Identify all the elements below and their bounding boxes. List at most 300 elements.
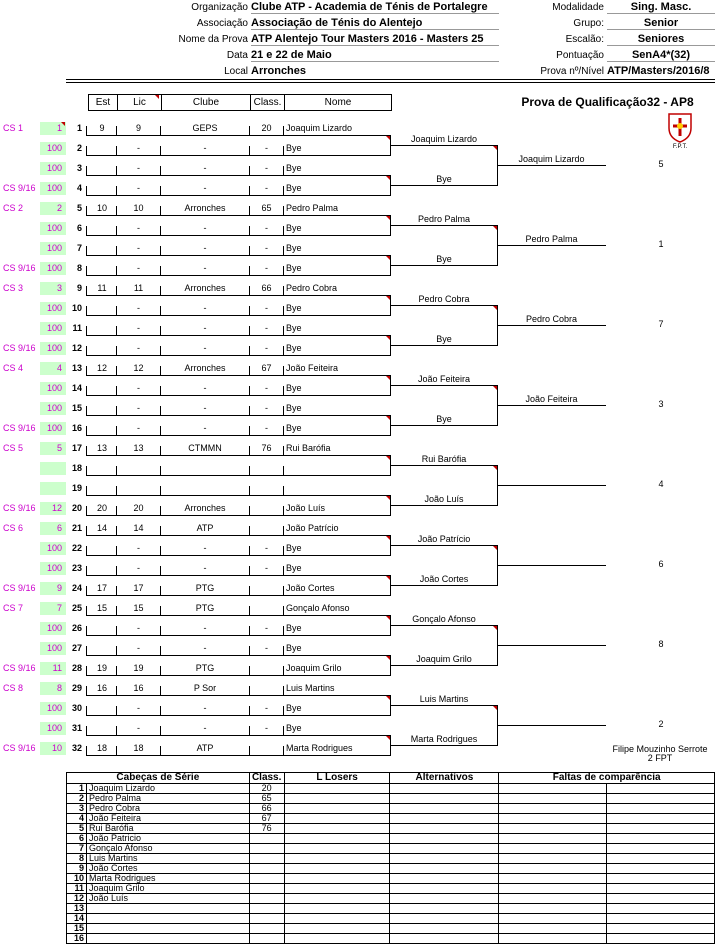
row-line [86,315,390,316]
club-value: Arronches [184,363,226,373]
player-name: João Luís [286,503,326,513]
cs-label: CS 9/16 [3,343,36,353]
row-separator [116,226,117,236]
draw-row [0,301,715,321]
draw-position: 14 [71,383,82,393]
row-separator [249,626,250,636]
row-separator [249,526,250,536]
row-separator [160,706,161,716]
row-separator [86,666,87,676]
round2-line [390,705,498,706]
draw-position: 3 [76,163,82,173]
seed-number: 12 [67,894,87,904]
lic-value: - [137,243,140,253]
row-line [86,155,390,156]
draw-row [0,181,715,201]
row-separator [283,626,284,636]
row-separator [160,746,161,756]
row-separator [283,706,284,716]
comment-marker-icon [493,626,497,630]
seed-value: 100 [40,322,66,335]
round2-line [390,265,498,266]
seed-class [249,924,284,934]
seed-class: 76 [249,824,284,834]
draw-position: 18 [71,463,82,473]
row-separator [86,546,87,556]
round2-name: Luis Martins [419,694,469,704]
row-separator [116,566,117,576]
row-separator [86,486,87,496]
row-separator [116,246,117,256]
est-value: 13 [96,443,107,453]
row-separator [160,366,161,376]
empty-cell [499,884,607,894]
row-separator [160,286,161,296]
seeds-header: Cabeças de Série [67,773,250,784]
player-name: Rui Barófia [286,443,331,453]
row-separator [160,426,161,436]
player-name: Bye [286,703,302,713]
lic-value: 20 [133,503,144,513]
seed-name: Luis Martins [86,854,249,864]
row-separator [160,346,161,356]
club-value: - [203,403,207,413]
row-separator [86,566,87,576]
row-line [86,215,390,216]
round2-name: João Feiteira [417,374,471,384]
draw-row [0,521,715,541]
col-clube: Clube [161,94,251,111]
seed-number: 15 [67,924,87,934]
lic-value: 13 [133,443,144,453]
club-value: - [203,303,207,313]
player-name: Joaquim Lizardo [286,123,353,133]
empty-cell [284,824,390,834]
cs-label: CS 6 [3,523,24,533]
player-name: Bye [286,643,302,653]
empty-cell [284,864,390,874]
seed-number: 14 [67,914,87,924]
row-line [86,735,390,736]
row-line [86,235,390,236]
club-value: - [203,703,207,713]
row-separator [160,186,161,196]
row-line [86,355,390,356]
cs-label: CS 9/16 [3,263,36,273]
round2-name: Bye [436,174,452,184]
round3-name: João Feiteira [525,394,578,404]
draw-position: 12 [71,343,82,353]
round2-line [390,185,498,186]
row-separator [283,406,284,416]
row-separator [86,726,87,736]
round2-line [390,225,498,226]
row-separator [283,226,284,236]
row-separator [249,246,250,256]
round3-name: Pedro Cobra [525,314,578,324]
row-line [86,395,390,396]
section-number: 6 [658,559,664,569]
lic-value: - [137,183,140,193]
seed-value: 2 [40,202,66,215]
losers-header: L Losers [284,773,390,784]
est-value: 19 [96,663,107,673]
empty-cell [284,934,390,944]
seed-name: Marta Rodrigues [86,874,249,884]
empty-cell [499,864,607,874]
seed-name: João Cortes [86,864,249,874]
empty-cell [607,904,715,914]
row-separator [116,206,117,216]
empty-cell [284,904,390,914]
data-value: 21 e 22 de Maio [251,49,499,62]
row-separator [116,306,117,316]
row-separator [160,666,161,676]
row-line [86,615,390,616]
lic-value: - [137,343,140,353]
club-value: - [203,383,207,393]
row-separator [86,306,87,316]
seed-value: 100 [40,622,66,635]
rank-value: - [265,183,268,193]
lic-value: - [137,643,140,653]
draw-position: 2 [76,143,82,153]
seeds-row [67,874,715,884]
comment-marker-icon [493,226,497,230]
row-line [86,695,390,696]
row-separator [160,506,161,516]
row-separator [283,146,284,156]
row-separator [116,426,117,436]
seed-name: Pedro Cobra [86,804,249,814]
empty-cell [284,844,390,854]
est-value: 20 [96,503,107,513]
seeds-row [67,794,715,804]
club-value: - [203,623,207,633]
row-separator [86,346,87,356]
seed-value: 100 [40,262,66,275]
draw-position: 24 [71,583,82,593]
draw-position: 17 [71,443,82,453]
seeds-row [67,864,715,874]
row-line [86,575,390,576]
row-separator [249,546,250,556]
lic-value: - [137,543,140,553]
row-separator [249,326,250,336]
row-separator [160,246,161,256]
row-separator [283,266,284,276]
empty-cell [284,814,390,824]
seed-name: João Luís [86,894,249,904]
seed-class [249,854,284,864]
est-value: 17 [96,583,107,593]
empty-cell [499,924,607,934]
seed-class [249,874,284,884]
row-separator [160,486,161,496]
row-separator [160,126,161,136]
seeds-row [67,784,715,794]
row-separator [283,166,284,176]
row-separator [116,666,117,676]
row-line [86,475,390,476]
club-value: PTG [195,663,215,673]
empty-cell [499,804,607,814]
player-name: Bye [286,323,302,333]
round3-line [497,245,606,246]
round3-line [497,565,606,566]
round2-line [390,745,498,746]
round2-line [390,305,498,306]
associacao-label: Associação [196,18,248,29]
row-separator [283,566,284,576]
col-class: Class. [250,94,285,111]
empty-cell [390,834,499,844]
grupo-label: Grupo: [573,18,604,29]
row-separator [116,606,117,616]
comment-marker-icon [493,386,497,390]
row-separator [160,446,161,456]
section-number: 3 [658,399,664,409]
lic-value: - [137,163,140,173]
row-separator [283,486,284,496]
empty-cell [607,924,715,934]
row-separator [249,266,250,276]
player-name: Luis Martins [286,683,335,693]
section-number: 8 [658,639,664,649]
row-separator [283,366,284,376]
round2-name: Bye [436,334,452,344]
cs-label: CS 5 [3,443,24,453]
modalidade-value: Sing. Masc. [607,1,715,14]
row-separator [160,266,161,276]
draw-position: 22 [71,543,82,553]
round2-name: Joaquim Lizardo [410,134,478,144]
row-separator [283,346,284,356]
player-name: Bye [286,303,302,313]
seeds-row [67,884,715,894]
rank-value: 67 [261,363,272,373]
draw-position: 9 [76,283,82,293]
seeds-row [67,914,715,924]
club-value: - [203,183,207,193]
est-value: 9 [99,123,105,133]
lic-value: - [137,143,140,153]
draw-row [0,681,715,701]
row-separator [160,646,161,656]
seed-class [249,904,284,914]
row-separator [116,346,117,356]
seeds-row [67,924,715,934]
faltas-header: Faltas de comparência [499,773,715,784]
row-separator [160,586,161,596]
seed-class: 65 [249,794,284,804]
rank-value: - [265,723,268,733]
row-separator [86,126,87,136]
draw-position: 8 [76,263,82,273]
seed-value: 10 [40,742,66,755]
cs-label: CS 9/16 [3,423,36,433]
escalao-value: Seniores [607,33,715,46]
empty-cell [607,804,715,814]
empty-cell [284,804,390,814]
empty-cell [390,864,499,874]
round2-line [390,425,498,426]
row-separator [249,706,250,716]
empty-cell [607,824,715,834]
row-separator [283,126,284,136]
row-separator [283,426,284,436]
lic-value: 19 [133,663,144,673]
row-separator [160,406,161,416]
rank-value: - [265,143,268,153]
seed-value: 11 [40,662,66,675]
row-line [86,455,390,456]
row-separator [160,526,161,536]
seed-class [249,914,284,924]
seeds-row [67,804,715,814]
empty-cell [390,894,499,904]
row-separator [86,426,87,436]
seed-class [249,864,284,874]
round2-name: João Patrício [417,534,471,544]
seed-value: 100 [40,642,66,655]
row-separator [160,606,161,616]
row-separator [116,506,117,516]
row-separator [283,526,284,536]
comment-marker-icon [493,546,497,550]
grupo-value: Senior [607,17,715,30]
prova-label: Nome da Prova [178,34,248,45]
row-separator [116,446,117,456]
seed-value: 100 [40,302,66,315]
seed-value: 1 [40,122,66,135]
lic-value: - [137,323,140,333]
seed-value: 100 [40,162,66,175]
empty-cell [284,854,390,864]
lic-value: 14 [133,523,144,533]
row-separator [116,486,117,496]
seed-name: João Feiteira [86,814,249,824]
seed-value: 3 [40,282,66,295]
round2-name: João Luís [424,494,464,504]
seed-value: 4 [40,362,66,375]
player-name: Bye [286,723,302,733]
empty-cell [499,904,607,914]
row-separator [86,286,87,296]
row-separator [249,486,250,496]
row-separator [249,426,250,436]
club-value: - [203,543,207,553]
modalidade-label: Modalidade [552,2,604,13]
row-line [86,755,390,756]
row-line [86,635,390,636]
seed-number: 2 [67,794,87,804]
empty-cell [390,804,499,814]
seed-value: 8 [40,682,66,695]
section-number: 2 [658,719,664,729]
lic-value: 18 [133,743,144,753]
seed-value: 9 [40,582,66,595]
empty-cell [499,824,607,834]
draw-position: 31 [71,723,82,733]
seed-class [249,894,284,904]
seed-class [249,844,284,854]
seed-class [249,834,284,844]
row-separator [283,246,284,256]
player-name: Bye [286,343,302,353]
row-separator [249,346,250,356]
draw-position: 7 [76,243,82,253]
referee-role: 2 FPT [647,753,673,763]
seed-number: 5 [67,824,87,834]
draw-row [0,201,715,221]
row-line [86,195,390,196]
row-separator [160,326,161,336]
draw-position: 30 [71,703,82,713]
seed-number: 1 [67,784,87,794]
row-separator [249,586,250,596]
rank-value: 76 [261,443,272,453]
round2-line [390,625,498,626]
rank-value: - [265,243,268,253]
lic-value: - [137,383,140,393]
row-line [86,275,390,276]
row-separator [283,546,284,556]
draw-position: 10 [71,303,82,313]
empty-cell [390,814,499,824]
row-separator [116,706,117,716]
empty-cell [499,894,607,904]
seed-name: Pedro Palma [86,794,249,804]
nivel-label: Prova nº/Nível [540,66,604,77]
cs-label: CS 9/16 [3,743,36,753]
draw-position: 11 [72,323,82,333]
row-separator [160,166,161,176]
draw-row [0,381,715,401]
empty-cell [499,854,607,864]
est-value: 14 [96,523,107,533]
club-value: ATP [196,743,214,753]
row-separator [283,746,284,756]
empty-cell [607,834,715,844]
escalao-label: Escalão: [565,34,604,45]
row-separator [86,326,87,336]
empty-cell [390,874,499,884]
row-separator [116,526,117,536]
lic-value: - [137,563,140,573]
pontuacao-label: Pontuação [556,50,604,61]
empty-cell [607,864,715,874]
row-separator [116,286,117,296]
row-separator [86,466,87,476]
lic-value: 15 [133,603,144,613]
empty-cell [499,784,607,794]
alternates-header: Alternativos [390,773,499,784]
club-value: - [203,723,207,733]
draw-position: 1 [76,123,82,133]
seed-number: 8 [67,854,87,864]
rank-value: 65 [261,203,272,213]
draw-position: 25 [71,603,82,613]
lic-value: 16 [133,683,144,693]
row-separator [86,746,87,756]
round3-line [497,405,606,406]
row-line [86,535,390,536]
section-number: 1 [658,239,664,249]
player-name: Bye [286,563,302,573]
row-line [86,655,390,656]
empty-cell [284,784,390,794]
